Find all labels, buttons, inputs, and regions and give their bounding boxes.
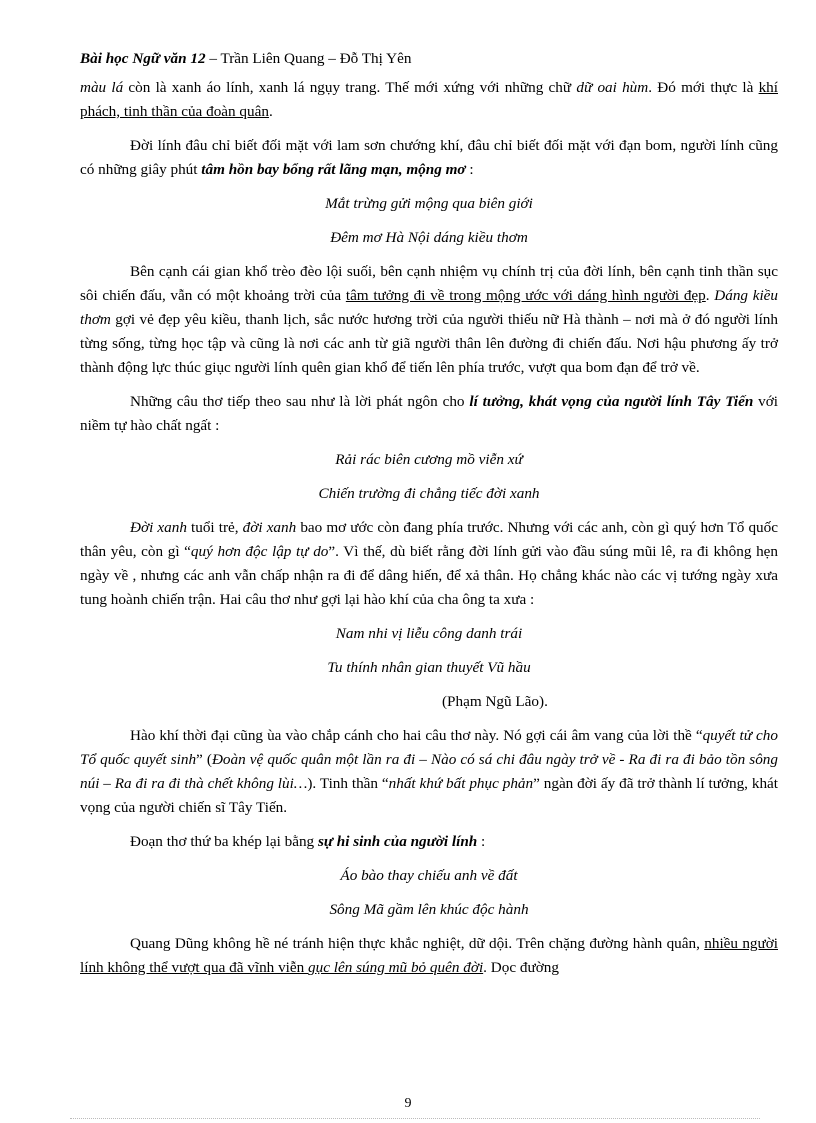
verse-line: Áo bào thay chiếu anh về đất (340, 867, 518, 884)
text-run: Đời lính đâu chỉ biết đối mặt với lam sơn chướng khí, đâu chỉ biết đối mặt với đạn bom, người lính cũng có những giây phút (80, 137, 778, 178)
paragraph-5 (80, 516, 778, 612)
text-run: Hào khí thời đại cũng ùa vào chắp cánh cho hai câu thơ này. Nó gợi cái âm vang của lời thề “ (130, 727, 703, 744)
emphasis: Đời xanh (130, 519, 187, 536)
text-run: Đoạn thơ thứ ba khép lại bằng (130, 833, 318, 850)
text-run: . Đó mới thực là (648, 79, 759, 96)
emphasis: quý hơn độc lập tự do (190, 543, 329, 560)
bold-emphasis: tâm hồn bay bổng rất lãng mạn, mộng mơ (201, 161, 466, 178)
verse-line: Rải rác biên cương mồ viễn xứ (335, 451, 523, 468)
paragraph-2 (80, 134, 778, 182)
emphasis: màu lá (80, 79, 124, 96)
paragraph-4 (80, 390, 778, 438)
paragraph-8 (80, 932, 778, 980)
verse-attribution: (Phạm Ngũ Lão). (442, 693, 548, 710)
text-run: ). Tinh thần “ (307, 775, 389, 792)
text-run: . (705, 287, 715, 304)
text-run: nhiều người lính không thể vượt qua đã vĩnh viễn (80, 935, 779, 976)
text-run: còn là xanh áo lính, xanh lá ngụy trang. Thế mới xứng với những chữ (123, 79, 577, 96)
text-run: gợi vẻ đẹp yêu kiều, thanh lịch, sắc nước hương trời của người thiếu nữ Hà thành – nơi mà ở đó người lính từng sống, từng học tập và cũng là nơi các anh từ giã người thân lên đường đi chiến đấu. Nơi hậu phương ấy trở thành động lực thúc giục người lính quên gian khổ để tiến lên phía trước, vượt qua bom đạn để trở về. (80, 311, 778, 376)
underlined-text: khí phách, tinh thần của đoàn quân (80, 79, 778, 120)
footer-divider (70, 1118, 760, 1119)
verse-line: Sông Mã gầm lên khúc độc hành (329, 901, 529, 918)
text-run: Bên cạnh cái gian khổ trèo đèo lội suối, bên cạnh nhiệm vụ chính trị của đời lính, bên cạnh tinh thần sục sôi chiến đấu, vẫn có một khoảng trời của (80, 263, 778, 304)
emphasis: Dáng kiều thơm (80, 287, 779, 328)
text-run: ” ( (196, 751, 212, 768)
verse-line: Đêm mơ Hà Nội dáng kiều thơm (330, 229, 528, 246)
header-authors: – Trần Liên Quang – Đỗ Thị Yên (209, 50, 412, 67)
emphasis: Đoàn vệ quốc quân một lần ra đi – Nào có sá chi đâu ngày trở về - Ra đi ra đi bảo tồn sông núi – Ra đi ra đi thà chết không lùi… (80, 751, 778, 792)
text-run: . (268, 103, 273, 120)
document-body (80, 76, 778, 980)
text-run: bao mơ ước còn đang phía trước. Nhưng với các anh, còn gì quý hơn Tổ quốc thân yêu, còn gì “ (80, 519, 778, 560)
text-run: : (465, 161, 474, 178)
text-run: với niềm tự hào chất ngất : (80, 393, 779, 434)
verse-line: Tu thính nhân gian thuyết Vũ hầu (327, 659, 531, 676)
paragraph-3 (80, 260, 778, 380)
bold-emphasis: sự hi sinh của người lính (317, 833, 478, 850)
text-run: . Dọc đường (483, 959, 559, 976)
paragraph-7 (80, 830, 778, 854)
verse-line: Mắt trừng gửi mộng qua biên giới (325, 195, 533, 212)
running-header (80, 50, 740, 68)
emphasis: nhất khứ bất phục phản (388, 775, 534, 792)
underlined-text: tâm tưởng đi về trong mộng ước với dáng hình người đẹp (345, 287, 706, 304)
verse-line: Nam nhi vị liễu công danh trái (335, 625, 523, 642)
paragraph-6 (80, 724, 778, 820)
emphasis: đời xanh (242, 519, 297, 536)
emphasis: dữ oai hùm (576, 79, 649, 96)
text-run: tuổi trẻ, (186, 519, 243, 536)
text-run: Quang Dũng không hề né tránh hiện thực khắc nghiệt, dữ dội. Trên chặng đường hành quân, (130, 935, 705, 952)
header-title: Bài học Ngữ văn 12 (80, 50, 206, 67)
paragraph-1 (80, 76, 778, 124)
emphasis: quyết tử cho Tổ quốc quyết sinh (80, 727, 778, 768)
emphasis: gục lên súng mũ bỏ quên đời (308, 959, 484, 976)
verse-line: Chiến trường đi chẳng tiếc đời xanh (318, 485, 540, 502)
text-run: ”. Vì thế, dù biết rằng đời lính gửi vào đầu súng mũi lê, ra đi không hẹn ngày về , nhưng các anh vẫn chấp nhận ra đi để dâng hiến, để xả thân. Họ chẳng khác nào các vị tướng ngày xưa tung hoành chiến trận. Hai câu thơ như gợi lại hào khí của cha ông ta xưa : (80, 543, 778, 608)
bold-emphasis: lí tưởng, khát vọng của người lính Tây Tiến (469, 393, 754, 410)
page-number: 9 (404, 1096, 412, 1111)
text-run: : (477, 833, 486, 850)
text-run: Những câu thơ tiếp theo sau như là lời phát ngôn cho (130, 393, 470, 410)
text-run: ” ngàn đời ấy đã trở thành lí tưởng, khát vọng của người chiến sĩ Tây Tiến. (80, 775, 778, 816)
